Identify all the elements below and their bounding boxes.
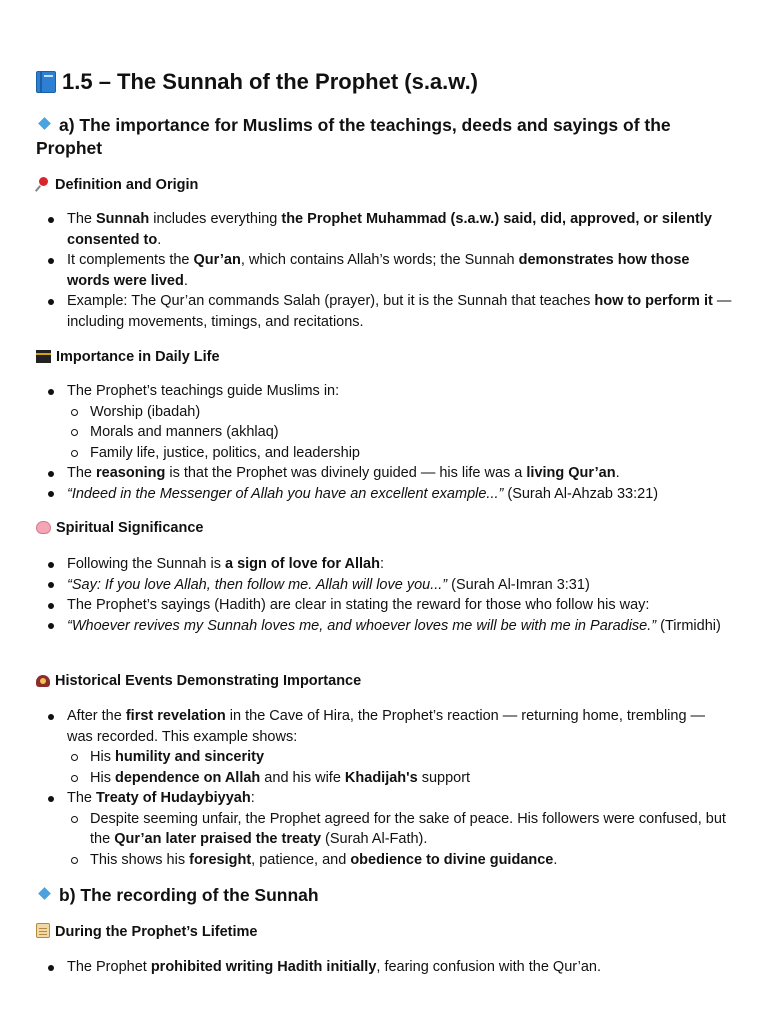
definition-heading-block: [36, 175, 732, 195]
daily-life-list-block: [36, 381, 732, 504]
section-a-heading-block: [36, 114, 732, 160]
historical-list-block: [36, 706, 732, 870]
list-item: His dependence on Allah and his wife Khadijah's support: [67, 768, 732, 789]
definition-heading: Definition and Origin: [36, 175, 732, 195]
list-item: The Sunnah includes everything the Prophet Muhammad (s.a.w.) said, did, approved, or silently consented to.: [36, 209, 732, 250]
daily-life-heading-block: [36, 347, 732, 367]
lifetime-heading: During the Prophet’s Lifetime: [36, 922, 732, 942]
lifetime-list-block: [36, 957, 732, 978]
list-item: The Prophet’s teachings guide Muslims in: Worship (ibadah) Morals and manners (akhlaq) Family life, justice, politics, and leadership: [36, 381, 732, 463]
spiritual-list-block: [36, 554, 732, 636]
historical-heading-block: [36, 671, 732, 691]
lifetime-heading-block: [36, 922, 732, 942]
book-icon: [36, 71, 56, 93]
daily-life-list: [36, 381, 732, 504]
historical-list: [36, 706, 732, 870]
list-item: Example: The Qur’an commands Salah (prayer), but it is the Sunnah that teaches how to perform it — including movements, timings, and recitations.: [36, 291, 732, 332]
spiritual-heading: Spiritual Significance: [36, 518, 732, 538]
historical-sublist-2: [67, 809, 732, 871]
daily-life-sublist: [67, 402, 732, 464]
section-a-heading: a) The importance for Muslims of the teachings, deeds and sayings of the Prophet: [36, 115, 671, 158]
spiritual-heading-block: [36, 518, 732, 538]
section-b-heading-block: [36, 884, 732, 907]
lamp-icon: [36, 675, 50, 687]
brain-icon: [36, 521, 51, 534]
page-title: 1.5 – The Sunnah of the Prophet (s.a.w.): [36, 68, 478, 96]
spiritual-list: [36, 554, 732, 636]
list-item: His humility and sincerity: [67, 747, 732, 768]
scroll-icon: [36, 923, 50, 938]
section-b-heading: b) The recording of the Sunnah: [36, 884, 732, 907]
pushpin-icon: [36, 177, 50, 191]
list-item: Worship (ibadah): [67, 402, 732, 423]
list-item: “Indeed in the Messenger of Allah you have an excellent example...” (Surah Al-Ahzab 33:21): [36, 484, 732, 505]
list-item: After the first revelation in the Cave of Hira, the Prophet’s reaction — returning home, trembling — was recorded. This example shows: His humility and sincerity His dependence on Allah and his wife Khadijah's support: [36, 706, 732, 788]
list-item: Despite seeming unfair, the Prophet agreed for the sake of peace. His followers were confused, but the Qur’an later praised the treaty (Surah Al-Fath).: [67, 809, 732, 850]
kaaba-icon: [36, 350, 51, 363]
historical-heading: Historical Events Demonstrating Importance: [36, 671, 732, 691]
blue-diamond-icon: [38, 887, 51, 900]
list-item: The reasoning is that the Prophet was divinely guided — his life was a living Qur’an.: [36, 463, 732, 484]
list-item: Family life, justice, politics, and leadership: [67, 443, 732, 464]
list-item: Following the Sunnah is a sign of love for Allah:: [36, 554, 732, 575]
lifetime-list: [36, 957, 732, 978]
list-item: The Prophet’s sayings (Hadith) are clear in stating the reward for those who follow his way:: [36, 595, 732, 616]
list-item: “Whoever revives my Sunnah loves me, and whoever loves me will be with me in Paradise.” (Tirmidhi): [36, 616, 732, 637]
list-item: The Treaty of Hudaybiyyah: Despite seeming unfair, the Prophet agreed for the sake of peace. His followers were confused, but the Qur’an later praised the treaty (Surah Al-Fath). This shows his foresight, patience, and obedience to divine guidance.: [36, 788, 732, 870]
historical-sublist-1: [67, 747, 732, 788]
list-item: Morals and manners (akhlaq): [67, 422, 732, 443]
list-item: It complements the Qur’an, which contains Allah’s words; the Sunnah demonstrates how those words were lived.: [36, 250, 732, 291]
list-item: “Say: If you love Allah, then follow me. Allah will love you...” (Surah Al-Imran 3:31): [36, 575, 732, 596]
blue-diamond-icon: [38, 117, 51, 130]
definition-list-block: [36, 209, 732, 332]
definition-list: [36, 209, 732, 332]
list-item: This shows his foresight, patience, and obedience to divine guidance.: [67, 850, 732, 871]
list-item: The Prophet prohibited writing Hadith initially, fearing confusion with the Qur’an.: [36, 957, 732, 978]
daily-life-heading: Importance in Daily Life: [36, 347, 732, 367]
